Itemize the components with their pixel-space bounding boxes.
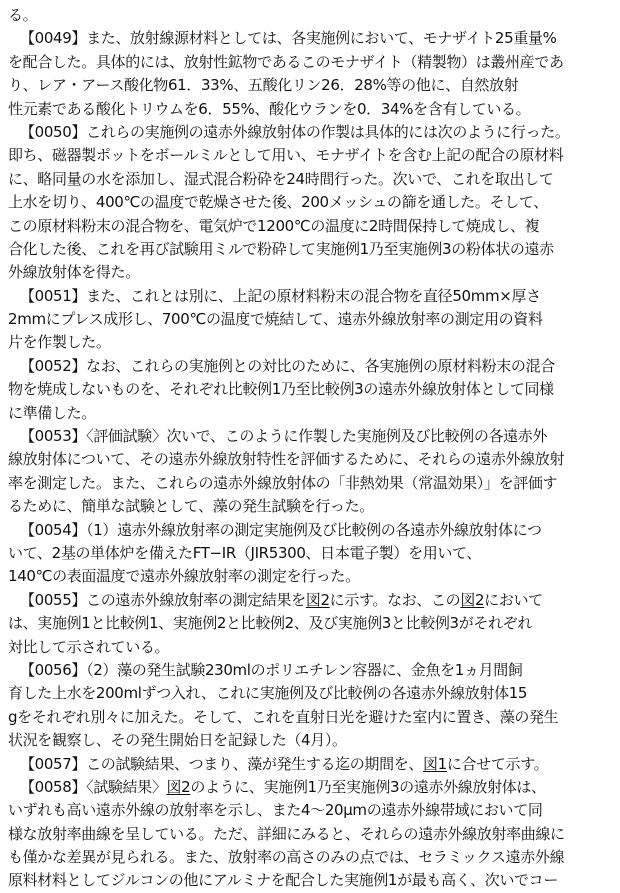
text-line: 上水を切り、400℃の温度で乾燥させた後、200メッシュの篩を通した。そして、 bbox=[8, 193, 548, 212]
text-line: 【0050】これらの実施例の遠赤外線放射体の作製は具体的には次のように行った。 bbox=[20, 122, 570, 141]
text-line: 【0052】なお、これらの実施例との対比のために、各実施例の原材料粉末の混合 bbox=[20, 356, 555, 375]
text-line: 【0049】また、放射線源材料としては、各実施例において、モナザイト25重量% bbox=[20, 29, 557, 48]
text-line: る。 bbox=[8, 6, 38, 24]
text-line: 【0058】〈試験結果〉図2のように、実施例1乃至実施例3の遠赤外線放射体は、 bbox=[20, 777, 546, 796]
text-line: 合化した後、これを再び試験用ミルで粉砕して実施例1乃至実施例3の粉体状の遠赤 bbox=[8, 239, 554, 258]
text-line: に、略同量の水を添加し、湿式混合粉砕を24時間行った。次いで、これを取出して bbox=[8, 169, 554, 188]
text-line: を配合した。具体的には、放射性鉱物であるこのモナザイト（精製物）は叢州産であ bbox=[8, 52, 564, 71]
text-line: 物を焼成しないものを、それぞれ比較例1乃至比較例3の遠赤外線放射体として同様 bbox=[8, 380, 554, 399]
text-line: 即ち、磁器製ポットをボールミルとして用い、モナザイトを含む上記の配合の原材料 bbox=[8, 146, 564, 165]
figure-reference: 図2 bbox=[460, 590, 485, 609]
text-line: 【0056】（2）藻の発生試験230mlのポリエチレン容器に、金魚を1ヵ月間飼 bbox=[20, 660, 523, 679]
text-line: いて、2基の単体炉を備えたFT−IR（JIR5300、日本電子製）を用いて、 bbox=[8, 543, 482, 562]
text-line: も僅かな差異が見られる。また、放射率の高さのみの点では、セラミックス遠赤外線 bbox=[8, 848, 565, 867]
text-line: 片を作製した。 bbox=[8, 333, 111, 352]
figure-reference: 図2 bbox=[305, 590, 330, 609]
figure-reference: 図1 bbox=[423, 754, 447, 773]
text-line: 外線放射体を得た。 bbox=[8, 263, 140, 282]
document-body bbox=[8, 4, 610, 893]
text-line: 線放射体について、その遠赤外線放射特性を評価するために、それらの遠赤外線放射 bbox=[8, 450, 565, 469]
text-line: 【0055】この遠赤外線放射率の測定結果を図2に示す。なお、この図2において bbox=[20, 590, 543, 609]
text-line: 育した上水を200mlずつ入れ、これに実施例及び比較例の各遠赤外線放射体15 bbox=[8, 684, 528, 703]
text-line: この原材料粉末の混合物を、電気炉で1200℃の温度に2時間保持して焼成し、複 bbox=[8, 216, 540, 235]
text-line: 140℃の表面温度で遠赤外線放射率の測定を行った。 bbox=[8, 567, 360, 586]
text-line: 率を測定した。また、これらの遠赤外線放射体の「非熱効果（常温効果）」を評価す bbox=[8, 473, 558, 492]
text-line: gをそれぞれ別々に加えた。そして、これを直射日光を避けた室内に置き、藻の発生 bbox=[8, 707, 559, 726]
text-line: 対比して示されている。 bbox=[8, 637, 170, 656]
text-line: 【0051】また、これとは別に、上記の原材料粉末の混合物を直径50mm×厚さ bbox=[20, 286, 541, 305]
text-line: 性元素である酸化トリウムを6．55%、酸化ウランを0．34%を含有している。 bbox=[8, 99, 531, 118]
text-line: いずれも高い遠赤外線の放射率を示し、また4〜20μmの遠赤外線帯域において同 bbox=[8, 801, 543, 820]
figure-reference: 図2 bbox=[166, 777, 191, 796]
text-line: は、実施例1と比較例1、実施例2と比較例2、及び実施例3と比較例3がそれぞれ bbox=[8, 614, 532, 633]
text-line: 【0053】〈評価試験〉次いで、このように作製した実施例及び比較例の各遠赤外 bbox=[20, 427, 548, 446]
text-line: 様な放射率曲線を呈している。ただ、詳細にみると、それらの遠赤外線放射率曲線に bbox=[8, 824, 565, 843]
text-line: に準備した。 bbox=[8, 403, 96, 422]
text-line: 2mmにプレス成形し、700℃の温度で焼結して、遠赤外線放射率の測定用の資料 bbox=[8, 310, 543, 329]
text-line: るために、簡単な試験として、藻の発生試験を行った。 bbox=[8, 497, 374, 516]
text-line: 【0057】この試験結果、つまり、藻が発生する迄の期間を、図1に合せて示す。 bbox=[20, 754, 549, 773]
text-line: 状況を観察し、その発生開始日を記録した（4月）。 bbox=[8, 731, 347, 750]
text-line: り、レア・アース酸化物61．33%、五酸化リン26．28%等の他に、自然放射 bbox=[8, 76, 519, 95]
text-line: 原料材料としてジルコンの他にアルミナを配合した実施例1が最も高く、次いでコー bbox=[8, 871, 558, 890]
text-line: 【0054】（1）遠赤外線放射率の測定実施例及び比較例の各遠赤外線放射体につ bbox=[20, 520, 542, 539]
document-page bbox=[8, 4, 610, 893]
